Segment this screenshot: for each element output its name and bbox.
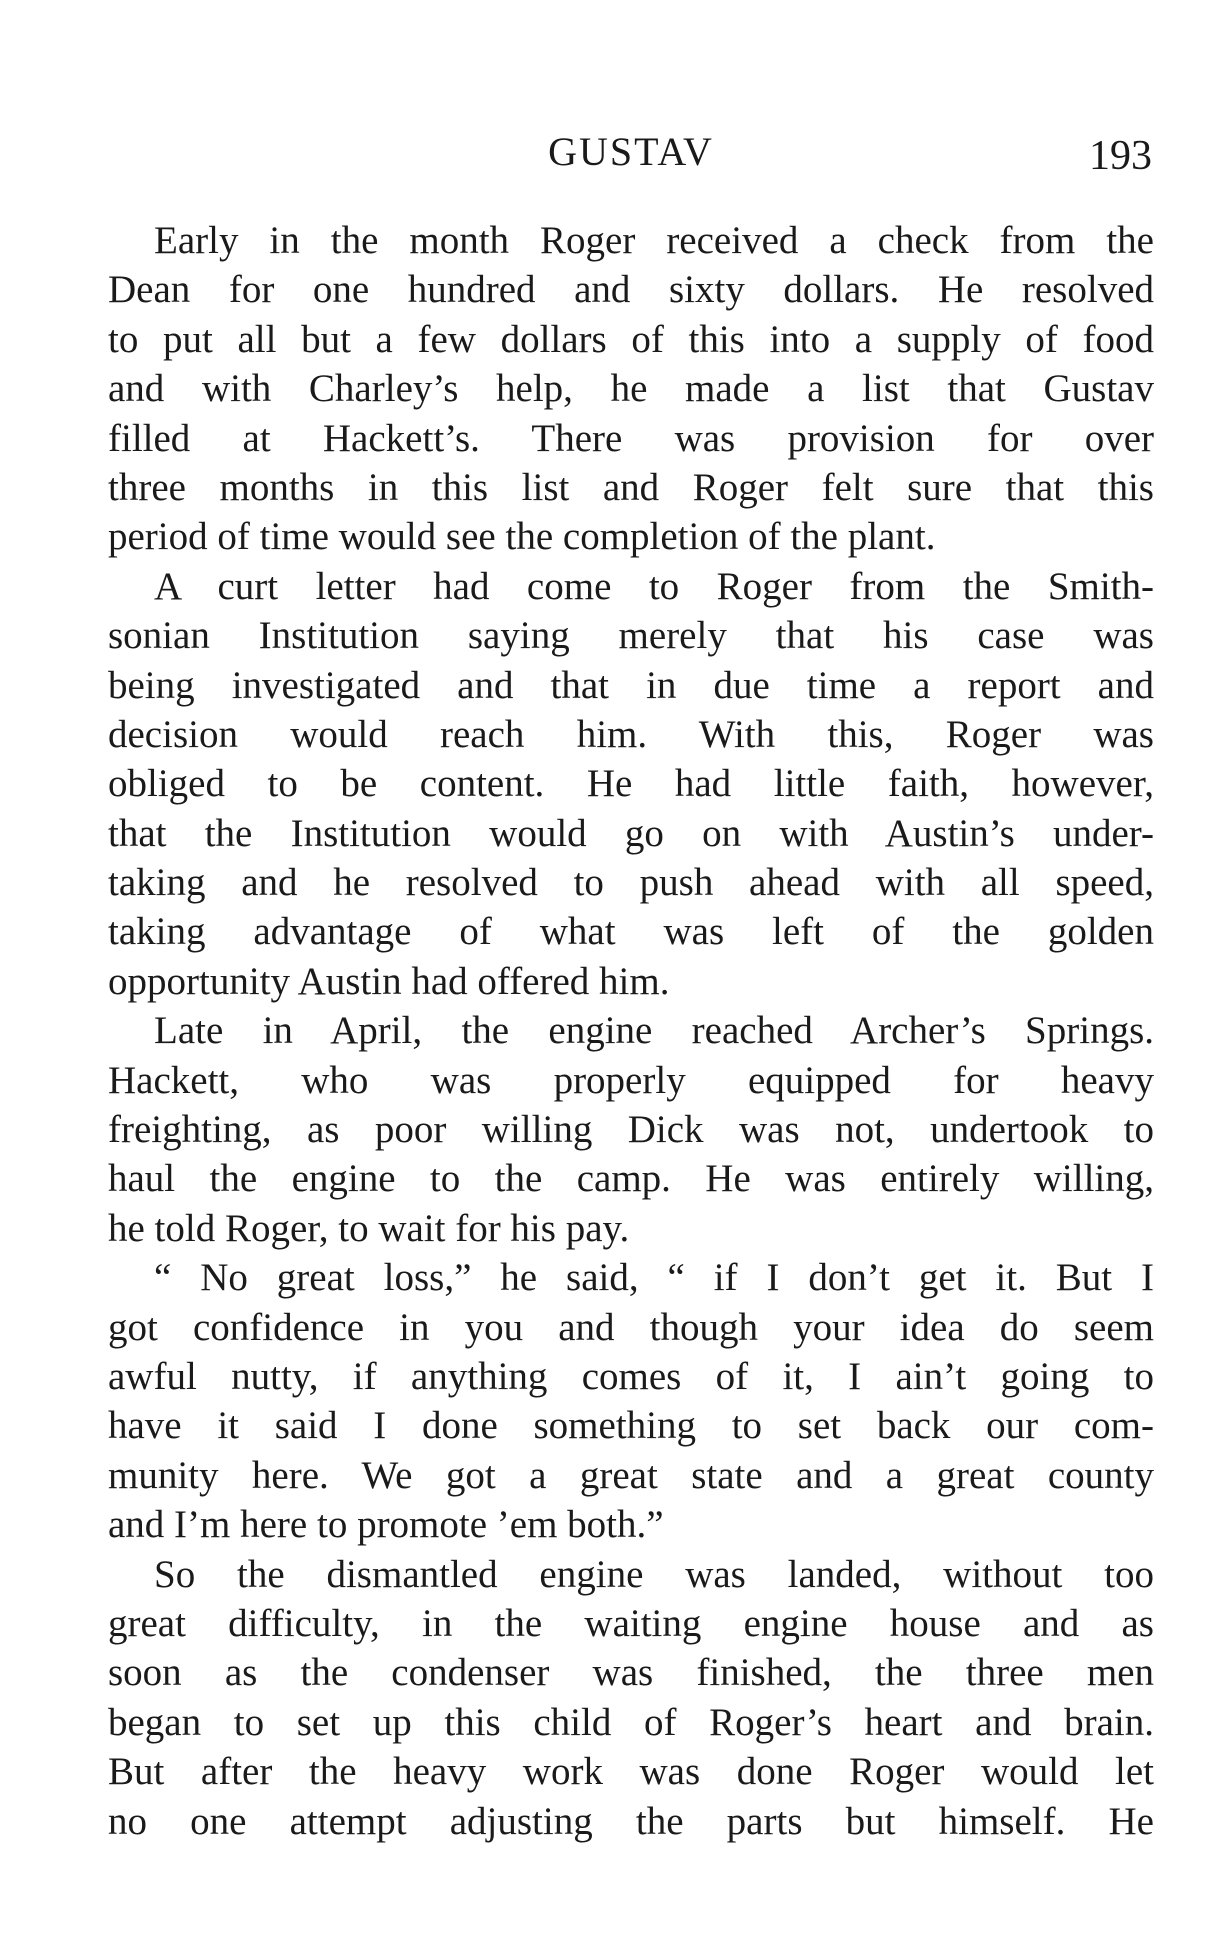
text-line: obliged to be content. He had little faith, however, [108,762,1154,806]
text-line: have it said I done something to set back our com- [108,1404,1154,1448]
text-line: no one attempt adjusting the parts but himself. He [108,1799,1154,1843]
text-line: Dean for one hundred and sixty dollars. He resolved [108,268,1154,312]
text-line: soon as the condenser was finished, the three men [108,1651,1154,1695]
text-line: Hackett, who was properly equipped for heavy [108,1058,1154,1102]
text-line: being investigated and that in due time a report and [108,663,1154,707]
paragraph-2 [108,562,1154,1007]
paragraph-5 [108,1550,1154,1846]
paragraph-1 [108,216,1154,562]
text-line: decision would reach him. With this, Roger was [108,712,1154,756]
paragraph-4 [108,1253,1154,1549]
text-line: sonian Institution saying merely that his case was [108,614,1154,658]
text-line: Late in April, the engine reached Archer’s Springs. [154,1009,1154,1053]
text-line: munity here. We got a great state and a great county [108,1453,1154,1497]
text-line: taking advantage of what was left of the golden [108,910,1154,954]
text-line: awful nutty, if anything comes of it, I ain’t going to [108,1354,1154,1398]
text-line: to put all but a few dollars of this into a supply of food [108,317,1154,361]
running-title: GUSTAV [548,129,714,174]
paragraph-3 [108,1006,1154,1253]
text-line: three months in this list and Roger felt sure that this [108,465,1154,509]
text-line: got confidence in you and though your idea do seem [108,1305,1154,1349]
text-line: So the dismantled engine was landed, without too [154,1552,1154,1596]
text-line: great difficulty, in the waiting engine house and as [108,1601,1154,1645]
text-line: and with Charley’s help, he made a list that Gustav [108,367,1154,411]
running-head [110,128,1152,188]
text-line: filled at Hackett’s. There was provision for over [108,416,1154,460]
text-line: taking and he resolved to push ahead with all speed, [108,861,1154,905]
text-line: Early in the month Roger received a check from the [154,219,1154,262]
text-line: opportunity Austin had offered him. [108,959,670,1003]
text-line: that the Institution would go on with Austin’s under- [108,811,1154,855]
text-line: he told Roger, to wait for his pay. [108,1206,630,1250]
text-line: haul the engine to the camp. He was entirely willing, [108,1157,1154,1201]
text-line: “ No great loss,” he said, “ if I don’t get it. But I [154,1256,1154,1300]
text-line: began to set up this child of Roger’s heart and brain. [108,1700,1154,1744]
text-line: and I’m here to promote ’em both.” [108,1503,664,1547]
text-line: But after the heavy work was done Roger would let [108,1750,1154,1794]
text-line: A curt letter had come to Roger from the Smith- [154,564,1154,608]
text-line: freighting, as poor willing Dick was not, undertook to [108,1108,1154,1152]
body-text [108,216,1154,1846]
page-number: 193 [1089,133,1152,179]
text-line: period of time would see the completion of the plant. [108,515,936,559]
